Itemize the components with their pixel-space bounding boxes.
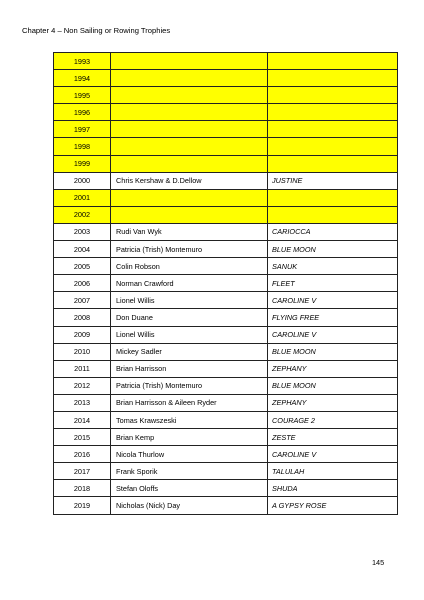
year-cell: 2012 [54, 377, 111, 394]
year-cell: 2007 [54, 292, 111, 309]
year-cell: 2018 [54, 480, 111, 497]
name-cell: Lionel Willis [111, 326, 268, 343]
name-cell: Brian Harrisson [111, 360, 268, 377]
boat-cell: CAROLINE V [268, 446, 398, 463]
boat-cell: FLEET [268, 275, 398, 292]
year-cell: 2016 [54, 446, 111, 463]
table-row [54, 429, 398, 446]
boat-cell: ZEPHANY [268, 360, 398, 377]
name-cell [111, 87, 268, 104]
year-cell: 2019 [54, 497, 111, 514]
name-cell: Patricia (Trish) Montemuro [111, 241, 268, 258]
year-cell: 2002 [54, 206, 111, 223]
boat-cell: SHUDA [268, 480, 398, 497]
table-row [54, 275, 398, 292]
year-cell: 2006 [54, 275, 111, 292]
boat-cell [268, 155, 398, 172]
boat-cell: CAROLINE V [268, 326, 398, 343]
table-row [54, 497, 398, 514]
name-cell: Brian Harrisson & Aileen Ryder [111, 394, 268, 411]
year-cell: 2011 [54, 360, 111, 377]
page-number: 145 [372, 558, 385, 567]
year-cell: 2015 [54, 429, 111, 446]
name-cell: Chris Kershaw & D.Dellow [111, 172, 268, 189]
table-row [54, 155, 398, 172]
boat-cell: CARIOCCA [268, 223, 398, 240]
boat-cell: SANUK [268, 258, 398, 275]
name-cell [111, 104, 268, 121]
boat-cell: ZESTE [268, 429, 398, 446]
boat-cell [268, 206, 398, 223]
name-cell [111, 70, 268, 87]
year-cell: 1993 [54, 53, 111, 70]
table-row [54, 223, 398, 240]
name-cell: Rudi Van Wyk [111, 223, 268, 240]
table-row [54, 343, 398, 360]
name-cell: Nicola Thurlow [111, 446, 268, 463]
boat-cell: TALULAH [268, 463, 398, 480]
table-row [54, 463, 398, 480]
year-cell: 1996 [54, 104, 111, 121]
table-row [54, 53, 398, 70]
boat-cell: COURAGE 2 [268, 411, 398, 428]
boat-cell [268, 53, 398, 70]
boat-cell: CAROLINE V [268, 292, 398, 309]
year-cell: 2005 [54, 258, 111, 275]
year-cell: 2003 [54, 223, 111, 240]
year-cell: 1998 [54, 138, 111, 155]
boat-cell: BLUE MOON [268, 377, 398, 394]
year-cell: 2013 [54, 394, 111, 411]
name-cell [111, 53, 268, 70]
boat-cell [268, 121, 398, 138]
boat-cell: A GYPSY ROSE [268, 497, 398, 514]
table-row [54, 104, 398, 121]
name-cell [111, 189, 268, 206]
table-row [54, 121, 398, 138]
table-row [54, 394, 398, 411]
boat-cell: FLYING FREE [268, 309, 398, 326]
name-cell: Brian Kemp [111, 429, 268, 446]
year-cell: 2014 [54, 411, 111, 428]
name-cell: Stefan Oloffs [111, 480, 268, 497]
year-cell: 2001 [54, 189, 111, 206]
year-cell: 2009 [54, 326, 111, 343]
name-cell: Frank Sporik [111, 463, 268, 480]
year-cell: 2004 [54, 241, 111, 258]
table-row [54, 138, 398, 155]
table-row [54, 326, 398, 343]
name-cell: Lionel Willis [111, 292, 268, 309]
boat-cell: BLUE MOON [268, 343, 398, 360]
table-row [54, 87, 398, 104]
table-row [54, 309, 398, 326]
name-cell [111, 206, 268, 223]
table-row [54, 172, 398, 189]
table-row [54, 360, 398, 377]
table-row [54, 70, 398, 87]
year-cell: 2017 [54, 463, 111, 480]
table-row [54, 258, 398, 275]
name-cell: Patricia (Trish) Montemuro [111, 377, 268, 394]
trophy-winners-table [53, 52, 398, 515]
boat-cell: JUSTINE [268, 172, 398, 189]
trophy-table-body [54, 53, 398, 515]
year-cell: 1999 [54, 155, 111, 172]
name-cell [111, 121, 268, 138]
name-cell: Colin Robson [111, 258, 268, 275]
year-cell: 2008 [54, 309, 111, 326]
boat-cell [268, 104, 398, 121]
boat-cell [268, 87, 398, 104]
name-cell: Mickey Sadler [111, 343, 268, 360]
name-cell [111, 155, 268, 172]
boat-cell [268, 189, 398, 206]
table-row [54, 411, 398, 428]
table-row [54, 206, 398, 223]
name-cell: Don Duane [111, 309, 268, 326]
boat-cell: BLUE MOON [268, 241, 398, 258]
boat-cell [268, 138, 398, 155]
boat-cell [268, 70, 398, 87]
boat-cell: ZEPHANY [268, 394, 398, 411]
year-cell: 2000 [54, 172, 111, 189]
name-cell: Norman Crawford [111, 275, 268, 292]
year-cell: 1994 [54, 70, 111, 87]
name-cell: Tomas Krawszeski [111, 411, 268, 428]
table-row [54, 189, 398, 206]
year-cell: 1997 [54, 121, 111, 138]
table-row [54, 292, 398, 309]
year-cell: 2010 [54, 343, 111, 360]
year-cell: 1995 [54, 87, 111, 104]
name-cell [111, 138, 268, 155]
table-row [54, 241, 398, 258]
name-cell: Nicholas (Nick) Day [111, 497, 268, 514]
chapter-header: Chapter 4 – Non Sailing or Rowing Trophies [22, 26, 171, 35]
table-row [54, 480, 398, 497]
table-row [54, 446, 398, 463]
table-row [54, 377, 398, 394]
